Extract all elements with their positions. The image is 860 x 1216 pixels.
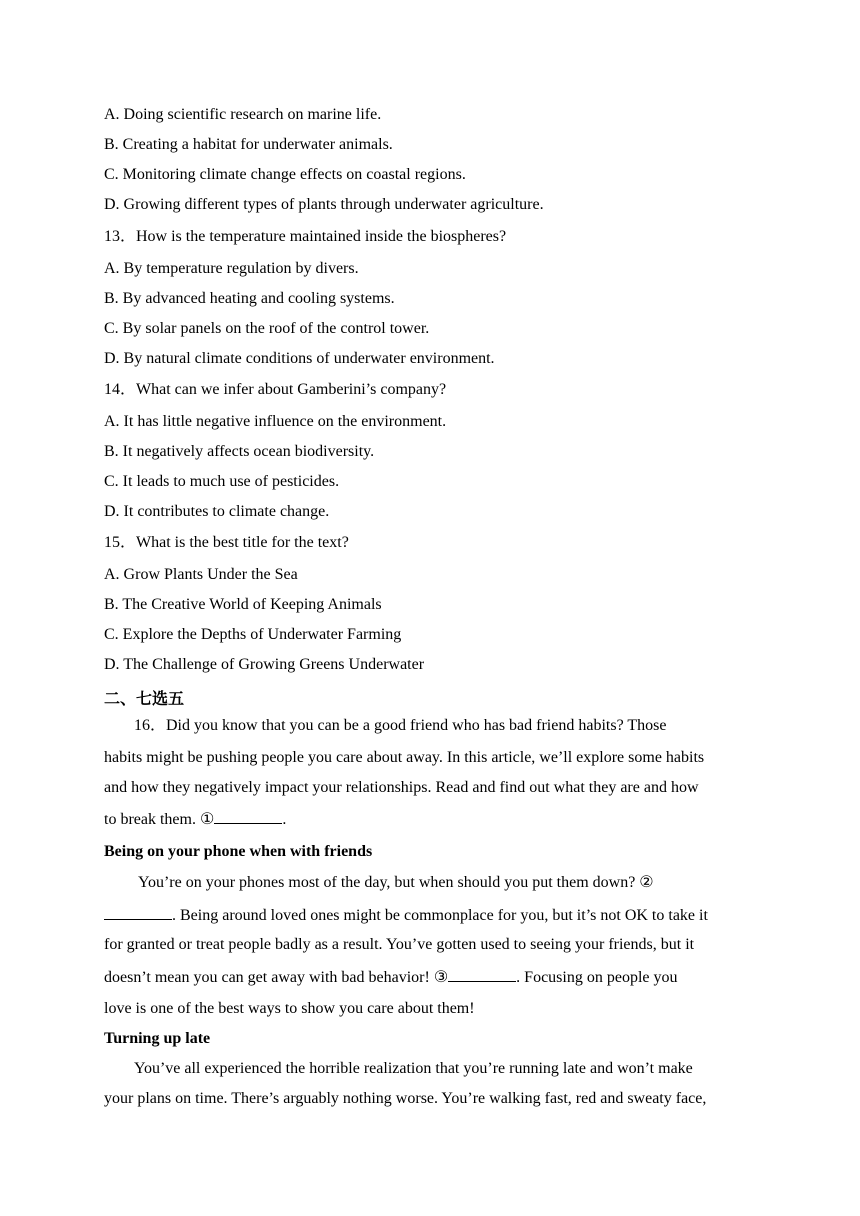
passage-text: doesn’t mean you can get away with bad behavior! ③ (104, 969, 449, 986)
blank-2[interactable] (104, 905, 172, 920)
q14-option-c: C. It leads to much use of pesticides. (104, 473, 340, 490)
q15-option-c: C. Explore the Depths of Underwater Farming (104, 626, 402, 643)
passage-line (104, 905, 708, 926)
passage-line: for granted or treat people badly as a result. You’ve gotten used to seeing your friends, but it (104, 936, 695, 953)
q12-option-d: D. Growing different types of plants through underwater agriculture. (104, 196, 544, 213)
q15-option-d: D. The Challenge of Growing Greens Underwater (104, 656, 425, 673)
q13-question: 13．How is the temperature maintained inside the biospheres? (104, 228, 507, 245)
passage-line (104, 967, 678, 988)
blank-3[interactable] (448, 967, 516, 982)
section-heading: 二、七选五 (104, 689, 185, 708)
subheading-late: Turning up late (104, 1030, 211, 1047)
passage-line: habits might be pushing people you care about away. In this article, we’ll explore some habits (104, 749, 705, 766)
q14-option-d: D. It contributes to climate change. (104, 503, 330, 520)
passage-text: to break them. ① (104, 811, 215, 828)
q13-option-d: D. By natural climate conditions of underwater environment. (104, 350, 495, 367)
q13-option-c: C. By solar panels on the roof of the control tower. (104, 320, 430, 337)
passage-line: 16．Did you know that you can be a good friend who has bad friend habits? Those (134, 717, 667, 734)
q12-option-c: C. Monitoring climate change effects on coastal regions. (104, 166, 466, 183)
q14-question: 14．What can we infer about Gamberini’s company? (104, 381, 447, 398)
q14-option-a: A. It has little negative influence on the environment. (104, 413, 447, 430)
q12-option-b: B. Creating a habitat for underwater animals. (104, 136, 393, 153)
passage-line (104, 809, 286, 830)
q15-question: 15．What is the best title for the text? (104, 534, 349, 551)
passage-text: . Being around loved ones might be commonplace for you, but it’s not OK to take it (172, 907, 708, 924)
blank-1[interactable] (214, 809, 282, 824)
passage-line: and how they negatively impact your relationships. Read and find out what they are and how (104, 779, 699, 796)
q13-option-b: B. By advanced heating and cooling systems. (104, 290, 395, 307)
subheading-phone: Being on your phone when with friends (104, 843, 373, 860)
q14-option-b: B. It negatively affects ocean biodiversity. (104, 443, 375, 460)
passage-line: love is one of the best ways to show you care about them! (104, 1000, 475, 1017)
passage-text: . (282, 811, 287, 828)
passage-line: your plans on time. There’s arguably nothing worse. You’re walking fast, red and sweaty face, (104, 1090, 707, 1107)
q15-option-b: B. The Creative World of Keeping Animals (104, 596, 382, 613)
q13-option-a: A. By temperature regulation by divers. (104, 260, 359, 277)
passage-line: You’ve all experienced the horrible realization that you’re running late and won’t make (134, 1060, 693, 1077)
q15-option-a: A. Grow Plants Under the Sea (104, 566, 298, 583)
passage-line: You’re on your phones most of the day, but when should you put them down? ② (138, 874, 654, 891)
q12-option-a: A. Doing scientific research on marine life. (104, 106, 382, 123)
passage-text: . Focusing on people you (516, 969, 678, 986)
